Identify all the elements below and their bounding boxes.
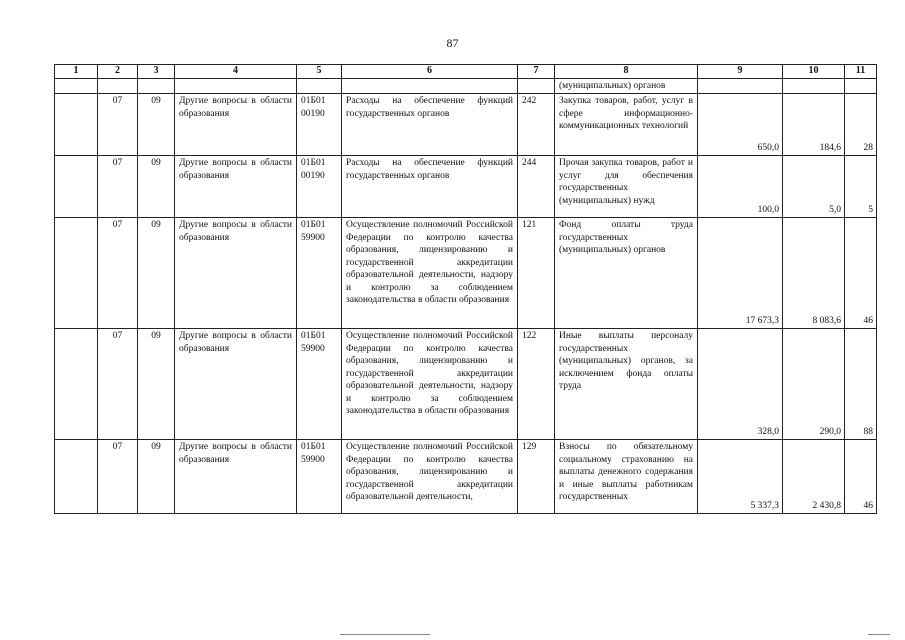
table-cell <box>175 78 297 94</box>
cell-col1 <box>55 440 98 514</box>
table-row <box>55 440 877 514</box>
cell-percent: 46 <box>845 440 877 514</box>
budget-table <box>54 64 877 514</box>
cell-expense-code: 242 <box>518 94 555 156</box>
cell-subsection: 09 <box>138 440 175 514</box>
column-header-4: 4 <box>175 65 297 79</box>
cell-expense-code: 121 <box>518 218 555 329</box>
cell-subsection-name: Другие вопросы в области образования <box>175 440 297 514</box>
cell-actual: 5,0 <box>783 156 845 218</box>
table-cell <box>98 78 138 94</box>
cell-percent: 46 <box>845 218 877 329</box>
continuation-row <box>55 78 877 94</box>
cell-actual: 184,6 <box>783 94 845 156</box>
cell-target-code: 01Б01 59900 <box>297 218 342 329</box>
cell-subsection-name: Другие вопросы в области образования <box>175 329 297 440</box>
cell-col1 <box>55 329 98 440</box>
page-number: 87 <box>446 36 459 50</box>
cell-plan: 650,0 <box>698 94 783 156</box>
cell-subsection-name: Другие вопросы в области образования <box>175 156 297 218</box>
cell-subsection: 09 <box>138 94 175 156</box>
cell-expense-type: Взносы по обязательному социальному страхованию на выплаты денежного содержания и иные выплаты работникам государственных <box>555 440 698 514</box>
table-cell <box>297 78 342 94</box>
column-header-1: 1 <box>55 65 98 79</box>
table-cell <box>138 78 175 94</box>
scan-artifact-line <box>868 634 890 635</box>
cell-plan: 17 673,3 <box>698 218 783 329</box>
cell-actual: 2 430,8 <box>783 440 845 514</box>
cell-subsection-name: Другие вопросы в области образования <box>175 94 297 156</box>
table-row <box>55 218 877 329</box>
table-row <box>55 94 877 156</box>
cell-section: 07 <box>98 156 138 218</box>
table-row <box>55 329 877 440</box>
table-cell <box>55 78 98 94</box>
cell-percent: 88 <box>845 329 877 440</box>
column-header-6: 6 <box>342 65 518 79</box>
column-header-7: 7 <box>518 65 555 79</box>
cell-col1 <box>55 156 98 218</box>
table-cell <box>783 78 845 94</box>
cell-section: 07 <box>98 329 138 440</box>
cell-target-code: 01Б01 59900 <box>297 440 342 514</box>
cell-section: 07 <box>98 218 138 329</box>
cell-col1 <box>55 218 98 329</box>
column-header-3: 3 <box>138 65 175 79</box>
table-cell <box>342 78 518 94</box>
cell-subsection-name: Другие вопросы в области образования <box>175 218 297 329</box>
column-header-11: 11 <box>845 65 877 79</box>
cell-actual: 290,0 <box>783 329 845 440</box>
cell-expense-type: Закупка товаров, работ, услуг в сфере информационно-коммуникационных технологий <box>555 94 698 156</box>
cell-target-name: Расходы на обеспечение функций государственных органов <box>342 156 518 218</box>
table-cell <box>845 78 877 94</box>
column-header-2: 2 <box>98 65 138 79</box>
cell-percent: 5 <box>845 156 877 218</box>
cell-target-name: Расходы на обеспечение функций государственных органов <box>342 94 518 156</box>
cell-target-name: Осуществление полномочий Российской Федерации по контролю качества образования, лицензированию и государственной аккредитации образовательной деятельности, надзору и контролю за соблюдением законодательства в области образования <box>342 329 518 440</box>
cell-expense-code: 244 <box>518 156 555 218</box>
table-cell <box>518 78 555 94</box>
cell-target-name: Осуществление полномочий Российской Федерации по контролю качества образования, лицензированию и государственной аккредитации образовательной деятельности, надзору и контролю за соблюдением законодательства в области образования <box>342 218 518 329</box>
table-cell <box>698 78 783 94</box>
scan-artifact-line <box>340 634 430 635</box>
cell-target-code: 01Б01 59900 <box>297 329 342 440</box>
cell-target-name: Осуществление полномочий Российской Федерации по контролю качества образования, лицензированию и государственной аккредитации образовательной деятельности, <box>342 440 518 514</box>
cell-expense-type: Прочая закупка товаров, работ и услуг для обеспечения государственных (муниципальных) нужд <box>555 156 698 218</box>
cell-plan: 100,0 <box>698 156 783 218</box>
column-header-5: 5 <box>297 65 342 79</box>
cell-subsection: 09 <box>138 218 175 329</box>
cell-expense-code: 129 <box>518 440 555 514</box>
cell-actual: 8 083,6 <box>783 218 845 329</box>
cell-plan: 5 337,3 <box>698 440 783 514</box>
cell-plan: 328,0 <box>698 329 783 440</box>
column-header-8: 8 <box>555 65 698 79</box>
cell-target-code: 01Б01 00190 <box>297 156 342 218</box>
table-row <box>55 156 877 218</box>
cell-col1 <box>55 94 98 156</box>
cell-section: 07 <box>98 440 138 514</box>
cell-expense-type: Фонд оплаты труда государственных (муниципальных) органов <box>555 218 698 329</box>
cell-percent: 28 <box>845 94 877 156</box>
cell-target-code: 01Б01 00190 <box>297 94 342 156</box>
cell-expense-code: 122 <box>518 329 555 440</box>
cell-expense-type: (муниципальных) органов <box>555 78 698 94</box>
cell-expense-type: Иные выплаты персоналу государственных (муниципальных) органов, за исключением фонда оплаты труда <box>555 329 698 440</box>
cell-subsection: 09 <box>138 156 175 218</box>
cell-subsection: 09 <box>138 329 175 440</box>
cell-section: 07 <box>98 94 138 156</box>
column-header-10: 10 <box>783 65 845 79</box>
header-row <box>55 65 877 79</box>
column-header-9: 9 <box>698 65 783 79</box>
